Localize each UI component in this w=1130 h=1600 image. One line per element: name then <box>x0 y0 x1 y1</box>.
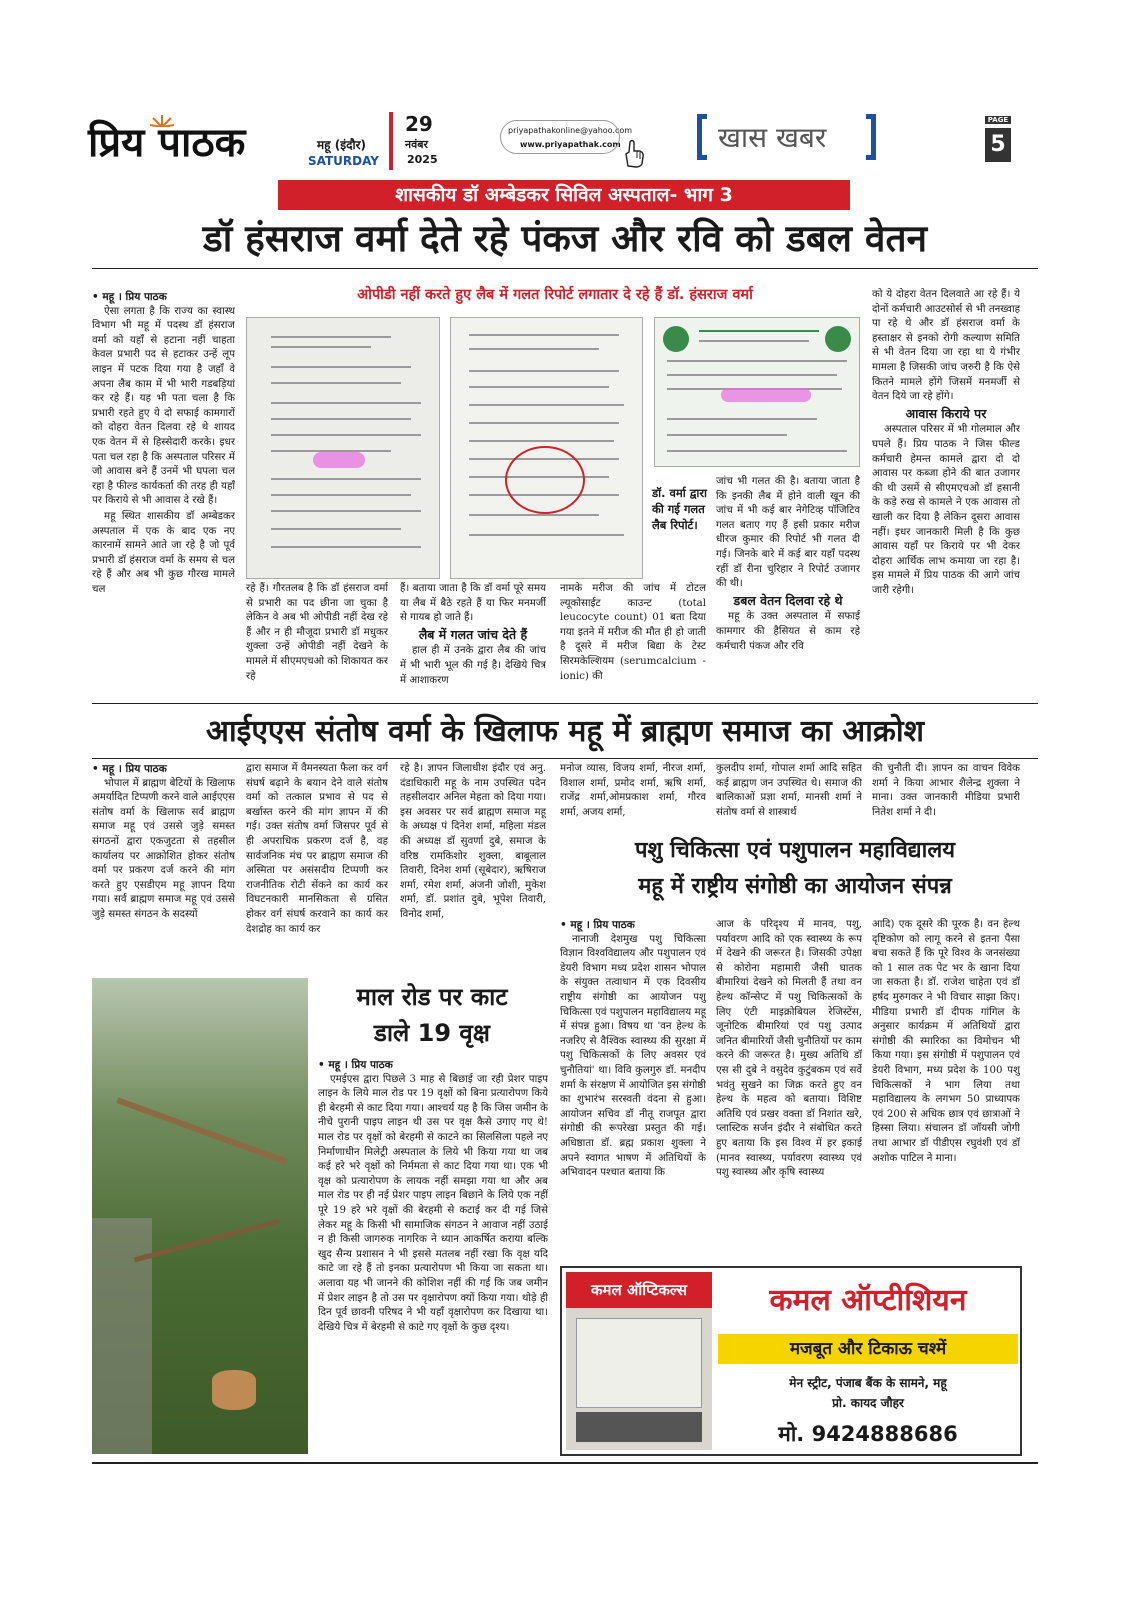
story1-col1 <box>92 290 235 695</box>
story3-headline-line2: महू में राष्ट्रीय संगोष्ठी का आयोजन संपन्न <box>638 874 952 899</box>
dateline-month: नवंबर <box>405 138 429 151</box>
story1-col5b-text: महू के उक्त अस्पताल में सफाई कामगार की हैसियत से काम रहे कर्मचारी पंकज और रवि <box>716 611 860 652</box>
dateline-city: महू (इंदौर) <box>317 138 366 152</box>
dateline-year: 2025 <box>407 153 438 166</box>
story2-headline: आईएएस संतोष वर्मा के खिलाफ महू में ब्राह्मण समाज का आक्रोश <box>205 714 925 749</box>
ad-shop-sign: कमल ऑप्टिकल्स <box>566 1272 712 1308</box>
story4-body-text: एमईएस द्वारा पिछले 3 माह से बिछाई जा रही प्रेशर पाइप लाइन के लिये माल रोड पर 19 वृक्षों को बिना प्रत्यारोपण किये ही बेरहमी से काट दिया गया। आश्चर्य यह है कि जिस जमीन के नीचे पुरानी पाइप लाइन थी उस पर वृक्ष कैसे उगाए गए थे! माल रोड पर वृक्षों को बेरहमी से काटने का सिलसिला पहले नए निर्माणाधीन मिलेट्री अस्पताल के लिये भी किया गया था जब कई हरे भरे वृक्षों को निर्ममता से काट दिया गया था। एक भी वृक्ष को प्रत्यारोपण के लायक नहीं समझा गया था और अब माल रोड पर ही नई प्रेशर पाइप लाइन बिछाने के लिये एक नहीं पूरे 19 हरे भरे वृक्षों की बेरहमी से कटाई कर दी गई जिसे लेकर महू के किसी भी सामाजिक संगठन ने आवाज नहीं उठाई न ही किसी जागरुक नागरिक ने ध्यान आकर्षित कराया बल्कि खुद सैन्य प्रशासन ने भी इससे मतलब नहीं रखा कि वृक्ष यदि काटे जा रहे हैं तो इनका प्रत्यारोपण भी किया जा सकता था। अलावा यह भी जानने की कोशिश नहीं की गई कि जब जमीन में प्रेशर लाइन है तो उस पर वृक्षारोपण क्यों किया गया। थोड़े ही दिन पूर्व छावनी परिषद ने भी यहाँ वृक्षारोपण कर दिखाया था। देखिये चित्र में बेरहमी से काटे गए वृक्षों के कुछ दृश्य। <box>318 1073 548 1333</box>
story1-col5a-text: जांच भी गलत की है। बताया जाता है कि इनकी लैब में होने वाली खून की जांच में भी कई बार नेगेटिव्ह पॉजिटिव गलत बताए गए हैं इसी प्रकार मरीज धीरज कुमार की रिपोर्ट भी गलत दी गई। जिनके बारे में कई बार यहाँ पदस्थ रहीं डॉ रीना चुरिहार ने रिपोर्ट उजागर की थी। <box>716 476 860 590</box>
dateline-day: SATURDAY <box>308 154 379 168</box>
contact-email[interactable]: priyapathakonline@yahoo.com <box>508 126 633 135</box>
red-circle-mark <box>505 446 585 514</box>
story2-col3-text: रहे है। ज्ञापन जिलाधीश इंदौर एवं अनु. दंडाधिकारी महू के नाम उपस्थित पदेन तहसीलदार अनिल मेहता को दिया गया। इस अवसर पर सर्व ब्राह्मण समाज महू के अध्यक्ष पं दिनेश शर्मा, महिला मंडल की अध्यक्ष डॉ सुवर्णा दुबे, समाज के वरिष्ठ रामकिशोर शुक्ला, बाबूलाल तिवारी, दिनेश शर्मा (सूबेदार), ऋषिराज शर्मा, रमेश शर्मा, अंजनी जोशी, मुकेश शर्मा, डॉ. प्रशांत दुबे, भूपेश तिवारी, विनोद शर्मा, <box>400 763 546 920</box>
story1-col3-subhead: लैब में गलत जांच देते हैं <box>418 626 528 642</box>
tree-stump <box>212 1370 256 1410</box>
story1-col3b-text: हाल ही में उनके द्वारा लैब की जांच में भी भारी भूल की गई है। देखिये चित्र में आशाकरण <box>400 645 546 686</box>
contact-box <box>500 120 620 154</box>
optician-ad[interactable] <box>560 1266 1022 1456</box>
story3-col2 <box>716 918 862 1264</box>
story1-headline-rule <box>92 268 1038 269</box>
dateline-date: 29 <box>405 112 433 136</box>
ad-phone[interactable]: मो. 9424888686 <box>778 1422 958 1446</box>
ad-address: मेन स्ट्रीट, पंजाब बैंक के सामने, महू <box>789 1376 947 1390</box>
story3-col1-text: नानाजी देशमुख पशु चिकित्सा विज्ञान विश्वविद्यालय और पशुपालन एवं डेयरी विभाग मध्य प्रदेश शासन भोपाल के संयुक्त तत्वाधान में एक दिवसीय राष्ट्रीय संगोष्ठी का आयोजन पशु चिकित्सा एवं पशुपालन महाविद्यालय महू में संपन्न हुआ। विषय था 'वन हेल्थ के नजरिए से वैश्विक स्वास्थ्य की सुरक्षा में पशु चिकित्सकों के लिए अवसर एवं चुनौतियां' था। विवि कुलगुरु डॉ. मनदीप शर्मा के संरक्षण में आयोजित इस संगोष्ठी का शुभारंभ सरस्वती वंदना से हुआ। आयोजन सचिव डॉ नीतू राजपूत द्वारा संगोष्ठी की रूपरेखा प्रस्तुत की गई। अधिष्ठाता डॉ. ब्रह्म प्रकाश शुक्ला ने अपने स्वागत भाषण में अतिथियों के अभिवादन पश्चात बताया कि <box>560 933 706 1179</box>
story4-body <box>318 1058 548 1456</box>
contact-website[interactable]: www.priyapathak.com <box>520 140 621 149</box>
dateline-red-divider <box>389 112 393 170</box>
felled-trees-photo <box>92 978 308 1454</box>
highlight-mark-2 <box>721 388 811 402</box>
story1-col1-text: ऐसा लगता है कि राज्य का स्वास्थ विभाग भी महू में पदस्थ डॉ हंसराज वर्मा को यहाँ से हटाना नहीं चाहता केवल प्रभारी पद से हटाकर उन्हें लूप लाइन में पटक दिया गया है जहाँ वे अपना लैब काम में भी भारी गडबड़ियां कर रहे हैं। यह भी पता चला है कि प्रभारी रहते हुए ये दो सफाई कामगारों को दोहरा वेतन दिलवा रहे थे शायद एक वेतन में से हिस्सेदारी करके। इधर पता चल रहा है कि अस्पताल परिसर में जो आवास बने हैं उनमें भी घपला चल रहा है फील्ड कार्यकर्ता की तरह ही यहाँ पर किराये से भी आवास दे रखे हैं। <box>92 305 235 507</box>
story2-byline: • महू । प्रिय पाठक <box>92 763 167 775</box>
story1-bottom-rule <box>92 703 1038 704</box>
ad-title: कमल ऑप्टीशियन <box>769 1283 967 1318</box>
story1-col5-subhead: डबल वेतन दिलवा रहे थे <box>733 592 843 608</box>
story1-col6a-text: को ये दोहरा वेतन दिलवाते आ रहे हैं। ये दोनों कर्मचारी आउटसोर्स से भी तनख्वाह पा रहे थे और डॉ हंसराज वर्मा के हस्ताक्षर से इनको रोगी कल्याण समिति से भी वेतन दिया जा रहा था ये गंभीर मामला है जिसकी जांच जरुरी है कि ऐसे कितने मामले होंगे जिसमें मनमर्जी से वेतन दिये जा रहे होंगे। <box>872 289 1020 403</box>
masthead <box>0 108 1130 178</box>
section-title: खास खबर <box>718 121 827 154</box>
story4-byline: • महू । प्रिय पाठक <box>318 1059 393 1071</box>
story1-col6 <box>872 288 1020 695</box>
ad-proprietor: प्रो. कायद जौहर <box>832 1396 904 1410</box>
story3-col1 <box>560 918 706 1264</box>
story1-col5 <box>716 475 860 695</box>
lab-report-photo-3 <box>654 317 860 467</box>
story2-col5 <box>716 762 862 828</box>
lab-report-photo-2 <box>450 317 643 579</box>
story2-col1-text: भोपाल में ब्राह्मण बेटियों के खिलाफ अमर्यादित टिप्पणी करने वाले आईएएस संतोष वर्मा के खिलाफ सर्व ब्राह्मण समाज महू एवं उससे जुड़े समस्त संगठनों द्वारा एकजुटता से तहसील कार्यालय पर आक्रोशित होकर संतोष वर्मा पर प्रकरण दर्ज करने की मांग करते हुए एसडीएम महू ज्ञापन दिया गया। सर्व ब्राह्मण समाज महू एवं उससे जुड़े समस्त संगठन के सदस्यों <box>92 777 235 920</box>
story2-col6-text: की चुनौती दी। ज्ञापन का वाचन विवेक शर्मा ने किया आभार शैलेन्द्र शुक्ला ने माना। उक्त जानकारी मीडिया प्रभारी नितेश शर्मा ने दी। <box>872 763 1020 818</box>
story1-col2 <box>246 582 388 695</box>
pointer-hand-icon <box>620 138 646 168</box>
story1-col2-text: रहे हैं। गौरतलब है कि डॉ हंसराज वर्मा से प्रभारी का पद छीना जा चुका है लेकिन वे अब भी ओपीडी नहीं देख रहे हैं और न ही मौजूदा प्रभारी डॉ मधुकर शुक्ला उन्हें ओपीडी नहीं देखने के मामले में सीएमएचओ को शिकायत कर रहे <box>246 583 388 682</box>
page-label: PAGE <box>985 116 1011 124</box>
story3-col2-text: आज के परिदृश्य में मानव, पशु, पर्यावरण आदि को एक स्वास्थ्य के रूप में देखने की जरूरत है। जिसकी उपेक्षा से कोरोना महामारी जैसी घातक बीमारियां देखने को मिलती हैं तथा वन हेल्थ कॉन्सेप्ट में पशु चिकित्सकों के लिए एंटी माइक्रोबियल रेजिस्टेंस, जूनोटिक बीमारियां एवं पशु उत्पाद जनित बीमारियों जैसी चुनौतियों पर काम करने की जरूरत है। मुख्य अतिथि डॉ एस सी दुबे ने वसुदेव कुटुंबकम एवं सर्वे भवंतु सुखने का जिक्र करते हुए वन हेल्थ के महत्व को बताया। विशिष्ट अतिथि एवं प्रखर वक्ता डॉ निशांत खरे, प्लास्टिक सर्जन इंदौर ने संबोधित करते हुए बताया कि इस विश्व में हर इकाई (मानव स्वास्थ्य, पर्यावरण स्वास्थ्य एवं पशु स्वास्थ्य और कृषि स्वास्थ्य <box>716 919 862 1179</box>
story1-col4-text: नामके मरीज की जांच में टोटल ल्यूकोसाईट काउन्ट (total leucocyte count) 01 बता दिया गया इतने में मरीज की मौत ही हो जाती है दूसरे में मरीज बिद्या के टेस्ट सिरमकेल्शियम (serumcalcium -ionic) की <box>560 583 706 682</box>
story1-col6-subhead: आवास किराये पर <box>905 405 987 421</box>
section-bracket-left <box>697 114 707 160</box>
story2-headline-rule <box>92 758 1038 759</box>
story1-col1b-text: महू स्थित शासकीय डॉ अम्बेडकर अस्पताल में एक के बाद एक नए कारनामें सामने आते जा रहे है जो पूर्व प्रभारी डॉ हंसराज वर्मा के समय से चल रहे हैं और अब भी कुछ गौरख मामले चल <box>92 510 235 595</box>
story2-col2-text: द्वारा समाज में वैमनस्यता फैला कर वर्ग संघर्ष बढ़ाने के बयान देने वाले संतोष वर्मा को तत्काल प्रभाव से पद से बर्खास्त करने की मांग ज्ञापन में की गई। उक्त संतोष वर्मा जिसपर पूर्व से ही अपराधिक प्रकरण दर्ज है, वह सार्वजनिक मंच पर ब्राह्मण समाज की अस्मिता पर असंसदीय टिप्पणी कर राजनीतिक रोटी सेंकने का कार्य कर विघटनकारी मानसिकता से ग्रसित होकर वर्ग संघर्ष करवाने का कार्य कर देशद्रोह का कार्य कर <box>246 763 388 935</box>
story3-byline: • महू । प्रिय पाठक <box>560 919 635 931</box>
story1-headline: डॉ हंसराज वर्मा देते रहे पंकज और रवि को डबल वेतन <box>202 217 928 260</box>
highlight-mark <box>313 452 365 468</box>
story1-col3 <box>400 582 546 695</box>
story1-col3a-text: हैं। बताया जाता है कि डॉ वर्मा पूरे समय या लैब में बैठे रहते हैं या फिर मनमर्जी से गायब हो जाते हैं। <box>400 583 546 624</box>
story4-headline-line1: माल रोड पर काट <box>356 983 508 1011</box>
section-bracket-right <box>866 114 876 160</box>
story3-col3 <box>872 918 1020 1264</box>
story1-byline: • महू । प्रिय पाठक <box>92 291 167 303</box>
story2-col3 <box>400 762 546 952</box>
story2-col4 <box>560 762 706 828</box>
page-number: 5 <box>985 128 1011 162</box>
story2-col6 <box>872 762 1020 828</box>
series-banner: शासकीय डॉ अम्बेडकर सिविल अस्पताल- भाग 3 <box>278 180 850 210</box>
story3-headline-line1: पशु चिकित्सा एवं पशुपालन महाविद्यालय <box>634 838 956 863</box>
ad-shop-photo <box>566 1272 712 1450</box>
story1-subheadline: ओपीडी नहीं करते हुए लैब में गलत रिपोर्ट लगातार दे रहे हैं डॉ. हंसराज वर्मा <box>357 287 753 303</box>
ad-tagline: मजबूत और टिकाऊ चश्में <box>718 1334 1018 1364</box>
story4-headline-line2: डाले 19 वृक्ष <box>374 1019 490 1047</box>
story1-col6b-text: अस्पताल परिसर में भी गोलमाल और घपले हैं। प्रिय पाठक ने जिस फील्ड कर्मचारी हेमन्त कामले द्वारा दो दो आवास पर कब्जा होने की बात उजागर की थी उसमें से सीएमएचओ डॉ हसानी के कड़े रुख से कामले ने एक आवास तो खाली कर दिया है लेकिन दूसरा आवास नहीं। इधर जानकारी मिली है कि कुछ आवास यहाँ पर किराये पर भी देकर दोहरा आर्थिक लाभ कमाया जा रहा है। इस मामले में प्रिय पाठक की आगे जांच जारी रहेगी। <box>872 424 1020 596</box>
story2-col1 <box>92 762 235 952</box>
page-bottom-rule <box>92 1462 1038 1464</box>
lab-photo-caption: डॉ. वर्मा द्वारा की गई गलत लैब रिपोर्ट। <box>652 486 708 532</box>
story1-col4 <box>560 582 706 695</box>
story2-col2 <box>246 762 388 952</box>
story2-col5-text: कुलदीप शर्मा, गोपाल शर्मा आदि सहित कई ब्राह्मण जन उपस्थित थे। समाज की बालिकाओं प्रज्ञा शर्मा, मानसी शर्मा ने संतोष वर्मा से शास्त्रार्थ <box>716 763 862 818</box>
story3-col3-text: आदि) एक दूसरे की पूरक है। वन हेल्थ दृष्टिकोण को लागू करने से इतना पैसा बचा सकते हैं कि पूरे विश्व के जनसंख्या को 1 साल तक पेट भर के खाना दिया जा सकता है। डॉ. राजेश चाहेता एवं डॉ हर्षद मुरुगकर ने भी विचार साझा किए। मीडिया प्रभारी डॉ दीपक गांगिल के अनुसार कार्यक्रम में अतिथियों द्वारा संगोष्ठी की स्मारिका का विमोचन भी किया गया। इस संगोष्ठी में पशुपालन एवं डेयरी विभाग, मध्य प्रदेश के 100 पशु चिकित्सकों ने भाग लिया तथा महाविद्यालय के लगभग 50 प्राध्यापक एवं 200 से अधिक छात्र एवं छात्राओं ने हिस्सा लिया। संचालन डॉ जॉयसी जोगी तथा आभार डॉ पीडीएस रघुवंशी एवं डॉ अशोक पाटिल ने माना। <box>872 919 1020 1164</box>
lab-report-photo-1 <box>246 317 440 579</box>
newspaper-logo[interactable]: प्रिय पाठक <box>88 119 246 166</box>
story2-col4-text: मनोज व्यास, विजय शर्मा, नीरज शर्मा, विशाल शर्मा, प्रमोद शर्मा, ऋषि शर्मा, राजेंद्र शर्मा,ओमप्रकाश शर्मा, गौरव शर्मा, अजय शर्मा, <box>560 763 706 818</box>
